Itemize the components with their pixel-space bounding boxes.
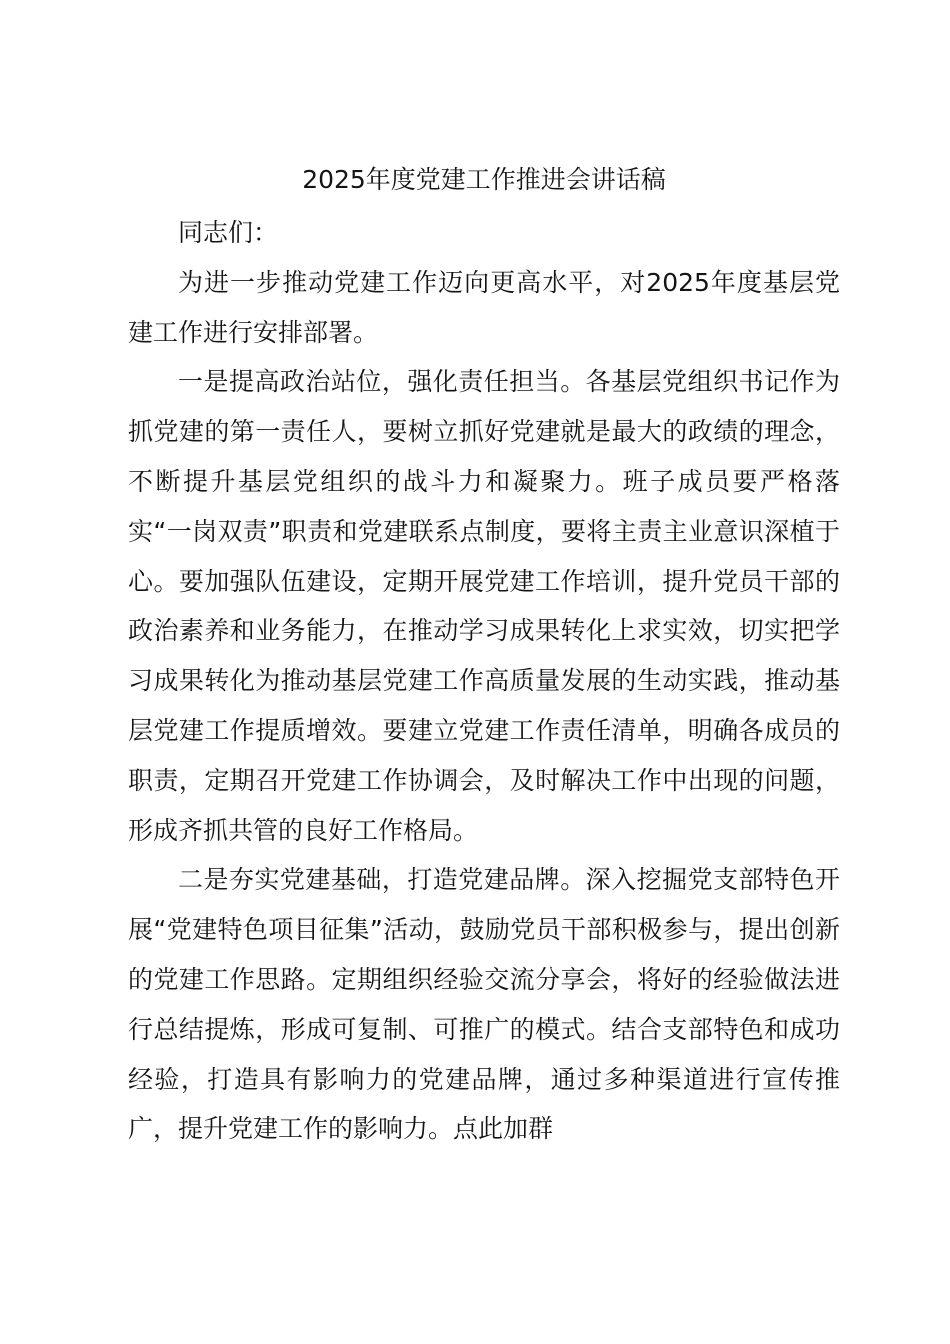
paragraph-point-two: 二是夯实党建基础，打造党建品牌。深入挖掘党支部特色开展“党建特色项目征集”活动，鼓励党员干部积极参与，提出创新的党建工作思路。定期组织经验交流分享会，将好的经验做法进行总结提炼，形成可复制、可推广的模式。结合支部特色和成功经验，打造具有影响力的党建品牌，通过多种渠道进行宣传推广，提升党建工作的影响力。点此加群 <box>128 865 840 1144</box>
paragraph-point-one: 一是提高政治站位，强化责任担当。各基层党组织书记作为抓党建的第一责任人，要树立抓好党建就是最大的政绩的理念，不断提升基层党组织的战斗力和凝聚力。班子成员要严格落实“一岗双责”职责和党建联系点制度，要将主责主业意识深植于心。要加强队伍建设，定期开展党建工作培训，提升党员干部的政治素养和业务能力，在推动学习成果转化上求实效，切实把学习成果转化为推动基层党建工作高质量发展的生动实践，推动基层党建工作提质增效。要建立党建工作责任清单，明确各成员的职责，定期召开党建工作协调会，及时解决工作中出现的问题，形成齐抓共管的良好工作格局。 <box>128 367 840 845</box>
document-body <box>128 208 840 1154</box>
document-title: 2025年度党建工作推进会讲话稿 <box>302 165 666 194</box>
paragraph-intro: 为进一步推动党建工作迈向更高水平，对2025年度基层党建工作进行安排部署。 <box>128 267 840 347</box>
salutation: 同志们： <box>178 218 279 247</box>
